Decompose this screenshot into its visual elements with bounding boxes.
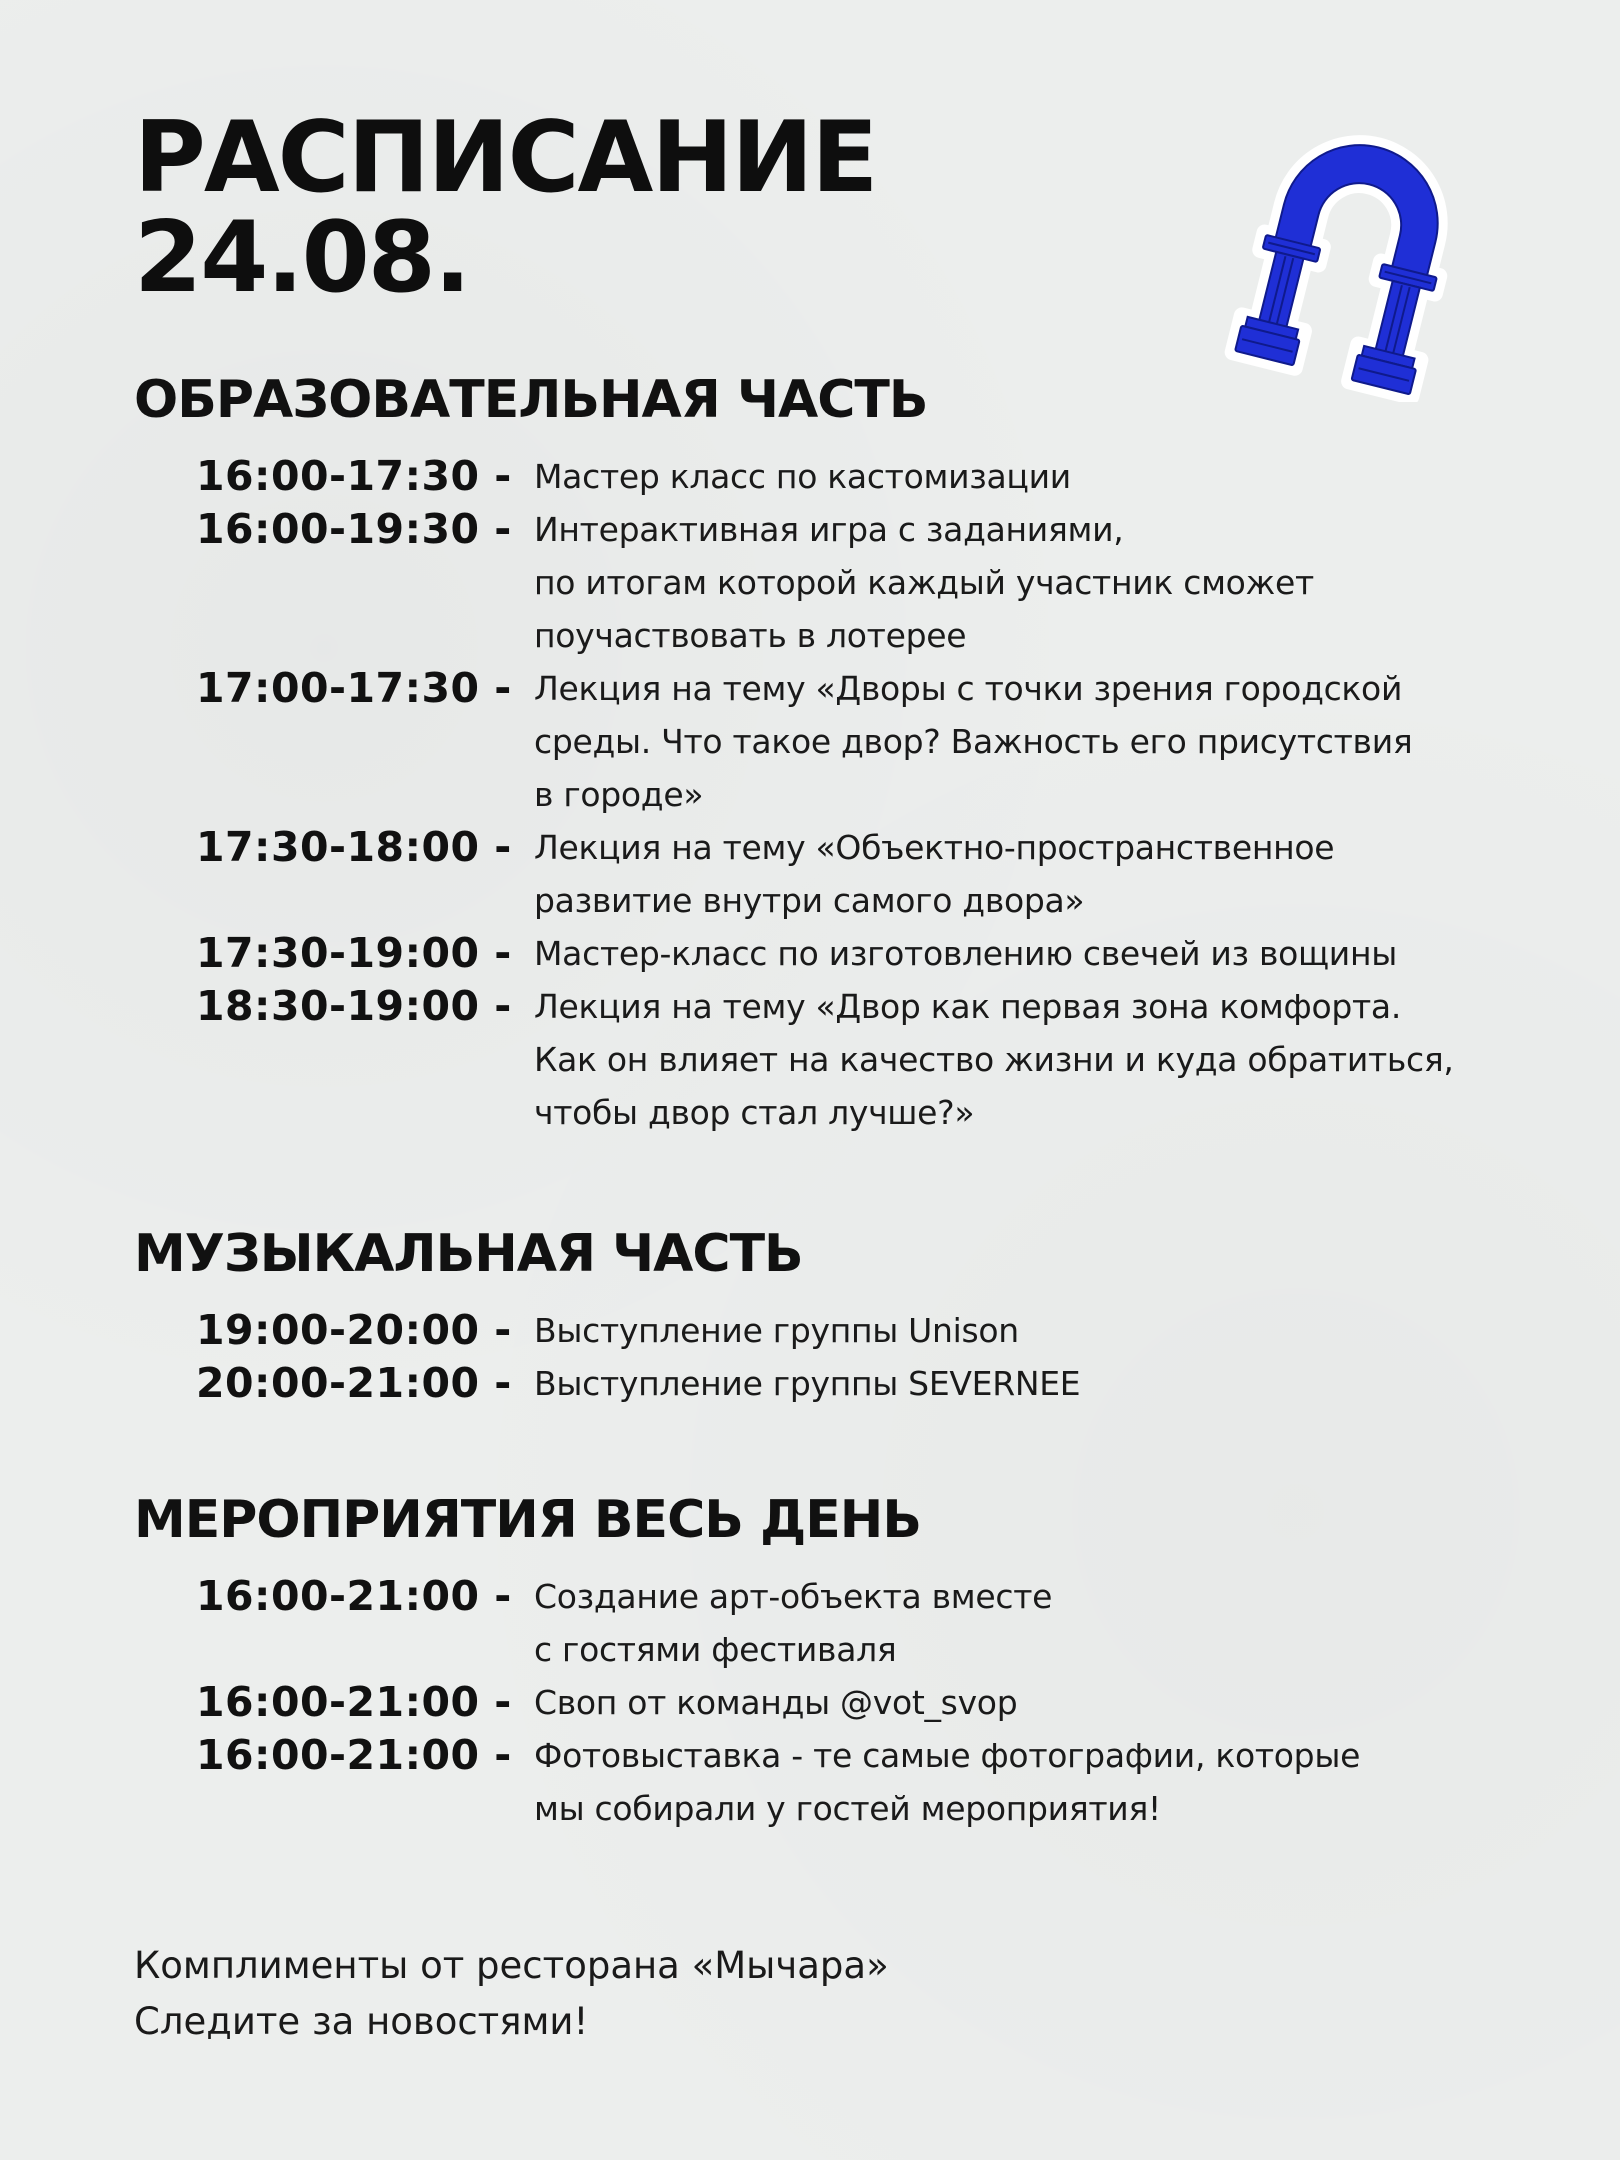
- section-all-day: [134, 1490, 1534, 1835]
- desc-line: Выступление группы SEVERNEE: [534, 1364, 1081, 1403]
- item-description: [534, 1676, 1534, 1729]
- desc-line: мы собирали у гостей мероприятия!: [534, 1789, 1161, 1828]
- item-description: [534, 1304, 1534, 1357]
- schedule-item: [134, 821, 1534, 927]
- item-time: 17:30-18:00 -: [196, 823, 512, 871]
- item-description: [534, 450, 1534, 503]
- section-education: [134, 370, 1534, 1139]
- section-title: МУЗЫКАЛЬНАЯ ЧАСТЬ: [134, 1224, 803, 1284]
- item-time: 16:00-19:30 -: [196, 505, 512, 553]
- item-time: 16:00-21:00 -: [196, 1572, 512, 1620]
- item-description: [534, 1729, 1534, 1835]
- footer-line-news: Следите за новостями!: [134, 2000, 589, 2043]
- schedule-item: [134, 1676, 1534, 1729]
- schedule-item: [134, 1304, 1534, 1357]
- title-line-2: 24.08.: [134, 201, 470, 315]
- desc-line: Выступление группы Unison: [534, 1311, 1019, 1350]
- desc-line: Мастер класс по кастомизации: [534, 457, 1071, 496]
- page-title: [134, 101, 877, 315]
- item-description: [534, 980, 1534, 1139]
- desc-line: в городе»: [534, 775, 704, 814]
- schedule-item: [134, 450, 1534, 503]
- schedule-item: [134, 662, 1534, 821]
- desc-line: Лекция на тему «Дворы с точки зрения городской: [534, 669, 1403, 708]
- desc-line: Интерактивная игра с заданиями,: [534, 510, 1124, 549]
- section-music: [134, 1224, 1534, 1410]
- arch-icon: [1210, 112, 1490, 402]
- item-time: 16:00-21:00 -: [196, 1731, 512, 1779]
- schedule-item: [134, 503, 1534, 662]
- title-line-1: РАСПИСАНИЕ: [134, 101, 877, 215]
- section-title: МЕРОПРИЯТИЯ ВЕСЬ ДЕНЬ: [134, 1490, 921, 1550]
- item-description: [534, 662, 1534, 821]
- desc-line: Мастер-класс по изготовлению свечей из вощины: [534, 934, 1397, 973]
- item-time: 20:00-21:00 -: [196, 1359, 512, 1407]
- desc-line: поучаствовать в лотерее: [534, 616, 967, 655]
- item-description: [534, 1570, 1534, 1676]
- item-time: 16:00-21:00 -: [196, 1678, 512, 1726]
- item-time: 16:00-17:30 -: [196, 452, 512, 500]
- desc-line: среды. Что такое двор? Важность его присутствия: [534, 722, 1413, 761]
- desc-line: чтобы двор стал лучше?»: [534, 1093, 975, 1132]
- desc-line: Создание арт-объекта вместе: [534, 1577, 1053, 1616]
- footer-line-compliments: Комплименты от ресторана «Мычара»: [134, 1944, 889, 1987]
- desc-line: Своп от команды @vot_svop: [534, 1683, 1018, 1722]
- desc-line: Фотовыставка - те самые фотографии, которые: [534, 1736, 1361, 1775]
- section-title: ОБРАЗОВАТЕЛЬНАЯ ЧАСТЬ: [134, 370, 928, 430]
- desc-line: развитие внутри самого двора»: [534, 881, 1085, 920]
- schedule-item: [134, 1357, 1534, 1410]
- item-time: 19:00-20:00 -: [196, 1306, 512, 1354]
- item-time: 18:30-19:00 -: [196, 982, 512, 1030]
- item-description: [534, 503, 1534, 662]
- desc-line: по итогам которой каждый участник сможет: [534, 563, 1314, 602]
- schedule-item: [134, 980, 1534, 1139]
- desc-line: Как он влияет на качество жизни и куда обратиться,: [534, 1040, 1454, 1079]
- item-description: [534, 1357, 1534, 1410]
- footer-note: [134, 1938, 889, 2050]
- desc-line: с гостями фестиваля: [534, 1630, 897, 1669]
- item-time: 17:00-17:30 -: [196, 664, 512, 712]
- item-time: 17:30-19:00 -: [196, 929, 512, 977]
- schedule-item: [134, 1570, 1534, 1676]
- schedule-item: [134, 927, 1534, 980]
- item-description: [534, 927, 1534, 980]
- item-description: [534, 821, 1534, 927]
- schedule-item: [134, 1729, 1534, 1835]
- desc-line: Лекция на тему «Двор как первая зона комфорта.: [534, 987, 1402, 1026]
- desc-line: Лекция на тему «Объектно-пространственное: [534, 828, 1335, 867]
